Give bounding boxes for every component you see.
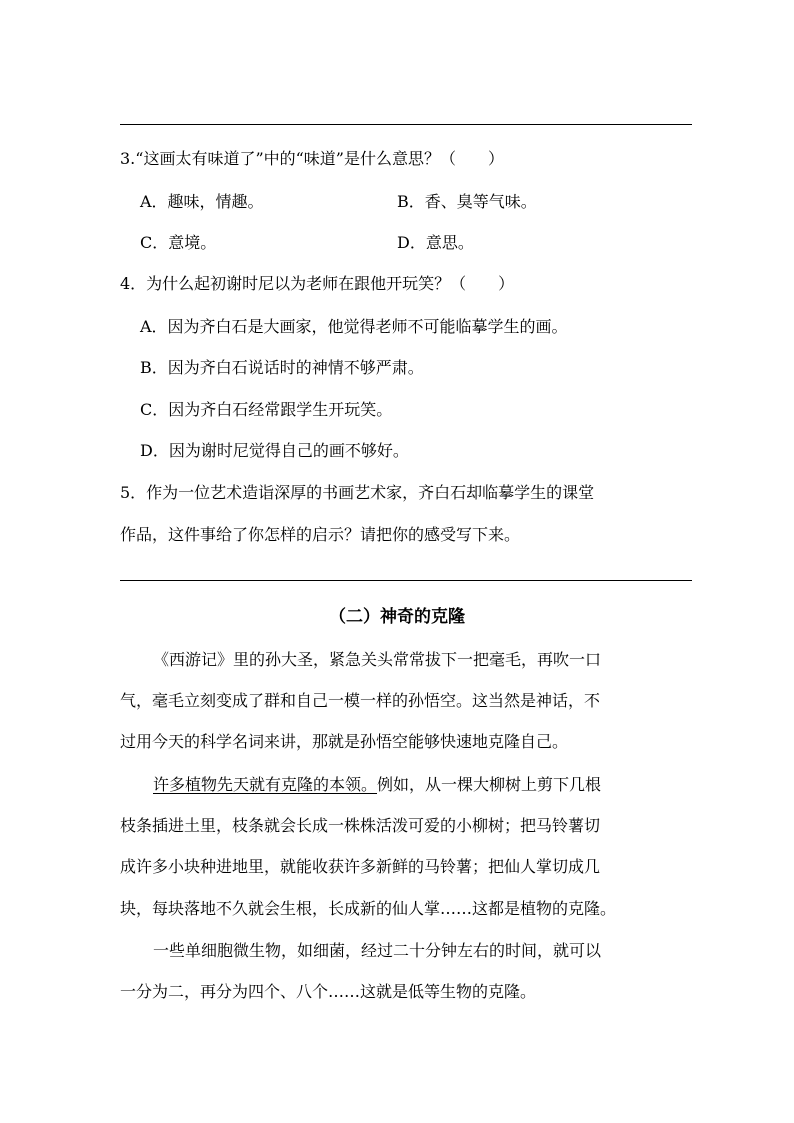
question-4-option-a: A．因为齐白石是大画家，他觉得老师不可能临摹学生的画。 xyxy=(140,317,568,336)
paragraph-2-line-1-rest: 例如，从一棵大柳树上剪下几根 xyxy=(377,775,602,794)
paragraph-2-line-4: 块，每块落地不久就会生根，长成新的仙人掌……这都是植物的克隆。 xyxy=(120,899,617,918)
passage-title: （二）神奇的克隆 xyxy=(329,607,465,627)
paragraph-1-line-3: 过用今天的科学名词来讲，那就是孙悟空能够快速地克隆自己。 xyxy=(120,732,569,751)
paragraph-3-line-1: 一些单细胞微生物，如细菌，经过二十分钟左右的时间，就可以 xyxy=(153,941,602,960)
paragraph-3-line-2: 一分为二，再分为四个、八个……这就是低等生物的克隆。 xyxy=(120,982,537,1001)
question-5-line-1: 5．作为一位艺术造诣深厚的书画艺术家，齐白石却临摹学生的课堂 xyxy=(120,483,595,502)
question-3-option-b: B．香、臭等气味。 xyxy=(397,192,537,211)
question-4-stem: 4．为什么起初谢时尼以为老师在跟他开玩笑？（ ） xyxy=(120,274,515,293)
answer-line-top xyxy=(120,124,692,125)
question-4-option-d: D．因为谢时尼觉得自己的画不够好。 xyxy=(140,441,409,460)
question-3-option-a: A．趣味，情趣。 xyxy=(140,192,264,211)
underlined-sentence: 许多植物先天就有克隆的本领。 xyxy=(153,775,378,794)
question-4-option-b: B．因为齐白石说话时的神情不够严肃。 xyxy=(140,358,424,377)
paragraph-1-line-2: 气，毫毛立刻变成了群和自己一模一样的孙悟空。这当然是神话，不 xyxy=(120,691,601,710)
question-3-option-d: D．意思。 xyxy=(397,233,474,252)
question-5-line-2: 作品，这件事给了你怎样的启示？请把你的感受写下来。 xyxy=(120,525,521,544)
paragraph-1-line-1: 《西游记》里的孙大圣，紧急关头常常拔下一把毫毛，再吹一口 xyxy=(153,650,602,669)
answer-line-bottom xyxy=(120,580,692,581)
question-3-option-c: C．意境。 xyxy=(140,233,217,252)
paragraph-2-line-2: 枝条插进土里，枝条就会长成一株株活泼可爱的小柳树；把马铃薯切 xyxy=(120,816,601,835)
question-3-stem: 3.“这画太有味道了”中的“味道”是什么意思？（ ） xyxy=(120,149,504,168)
paragraph-2-line-3: 成许多小块种进地里，就能收获许多新鲜的马铃薯；把仙人掌切成几 xyxy=(120,857,601,876)
question-4-option-c: C．因为齐白石经常跟学生开玩笑。 xyxy=(140,400,393,419)
paragraph-2-line-1 xyxy=(153,775,601,795)
